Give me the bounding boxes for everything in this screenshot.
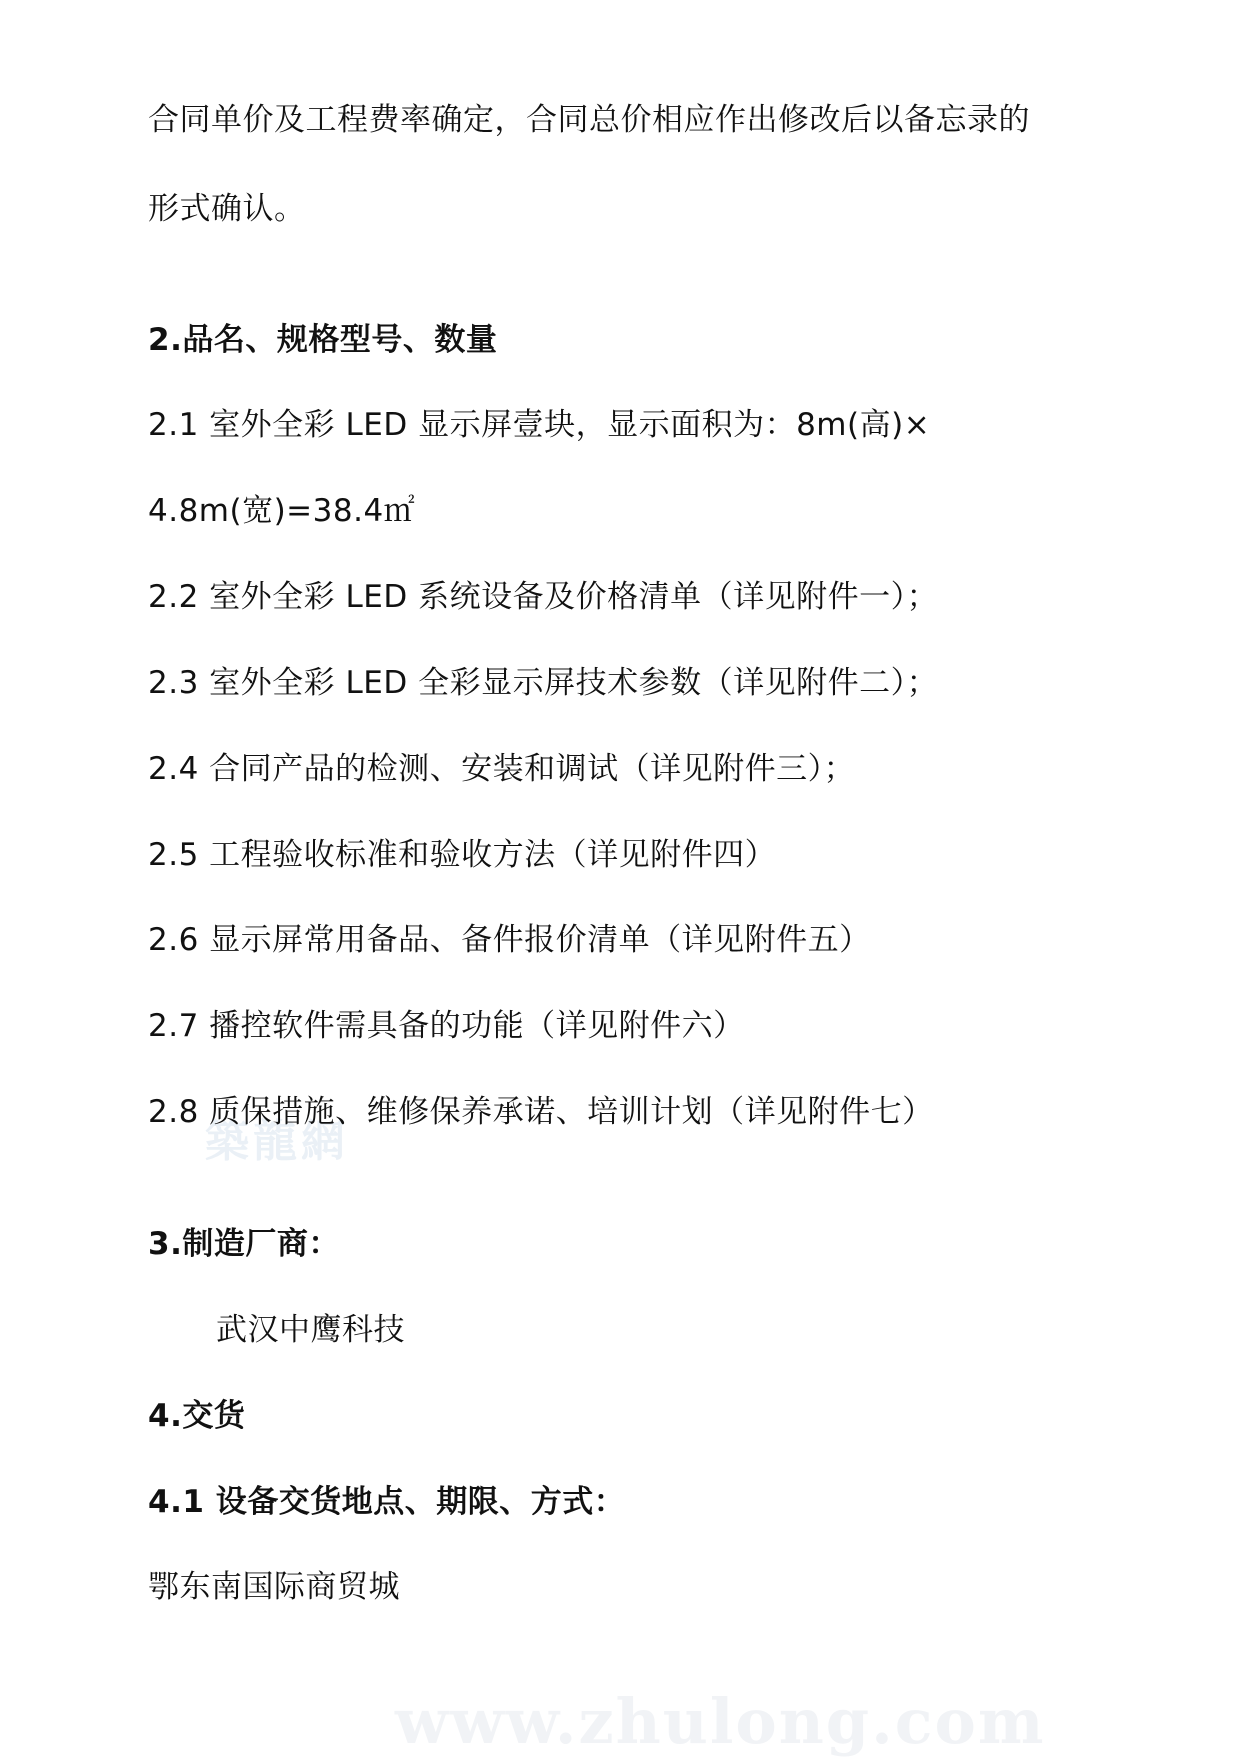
section-heading-4: 4.交货	[148, 1398, 246, 1434]
watermark-url: www.zhulong.com	[395, 1685, 1046, 1758]
manufacturer-name: 武汉中鹰科技	[216, 1312, 405, 1348]
paragraph-continuation-line-2: 形式确认。	[148, 191, 306, 227]
list-item-2-4: 2.4 合同产品的检测、安装和调试（详见附件三）；	[148, 751, 856, 787]
list-item-2-1-line-2: 4.8m(宽)=38.4㎡	[148, 493, 416, 529]
list-item-2-2: 2.2 室外全彩 LED 系统设备及价格清单（详见附件一）；	[148, 579, 939, 615]
delivery-place: 鄂东南国际商贸城	[148, 1569, 400, 1605]
list-item-2-7: 2.7 播控软件需具备的功能（详见附件六）	[148, 1008, 745, 1044]
list-item-2-8: 2.8 质保措施、维修保养承诺、培训计划（详见附件七）	[148, 1094, 934, 1130]
section-heading-3: 3.制造厂商：	[148, 1226, 340, 1262]
list-item-2-6: 2.6 显示屏常用备品、备件报价清单（详见附件五）	[148, 922, 871, 958]
section-heading-4-1: 4.1 设备交货地点、期限、方式：	[148, 1484, 626, 1520]
section-heading-2: 2.品名、规格型号、数量	[148, 322, 498, 358]
list-item-2-5: 2.5 工程验收标准和验收方法（详见附件四）	[148, 837, 777, 873]
list-item-2-3: 2.3 室外全彩 LED 全彩显示屏技术参数（详见附件二）；	[148, 665, 939, 701]
paragraph-continuation-line-1: 合同单价及工程费率确定，合同总价相应作出修改后以备忘录的	[148, 102, 1030, 138]
list-item-2-1-line-1: 2.1 室外全彩 LED 显示屏壹块，显示面积为：8m(高)×	[148, 407, 931, 443]
watermark-logo: 築龍網	[205, 1116, 349, 1167]
